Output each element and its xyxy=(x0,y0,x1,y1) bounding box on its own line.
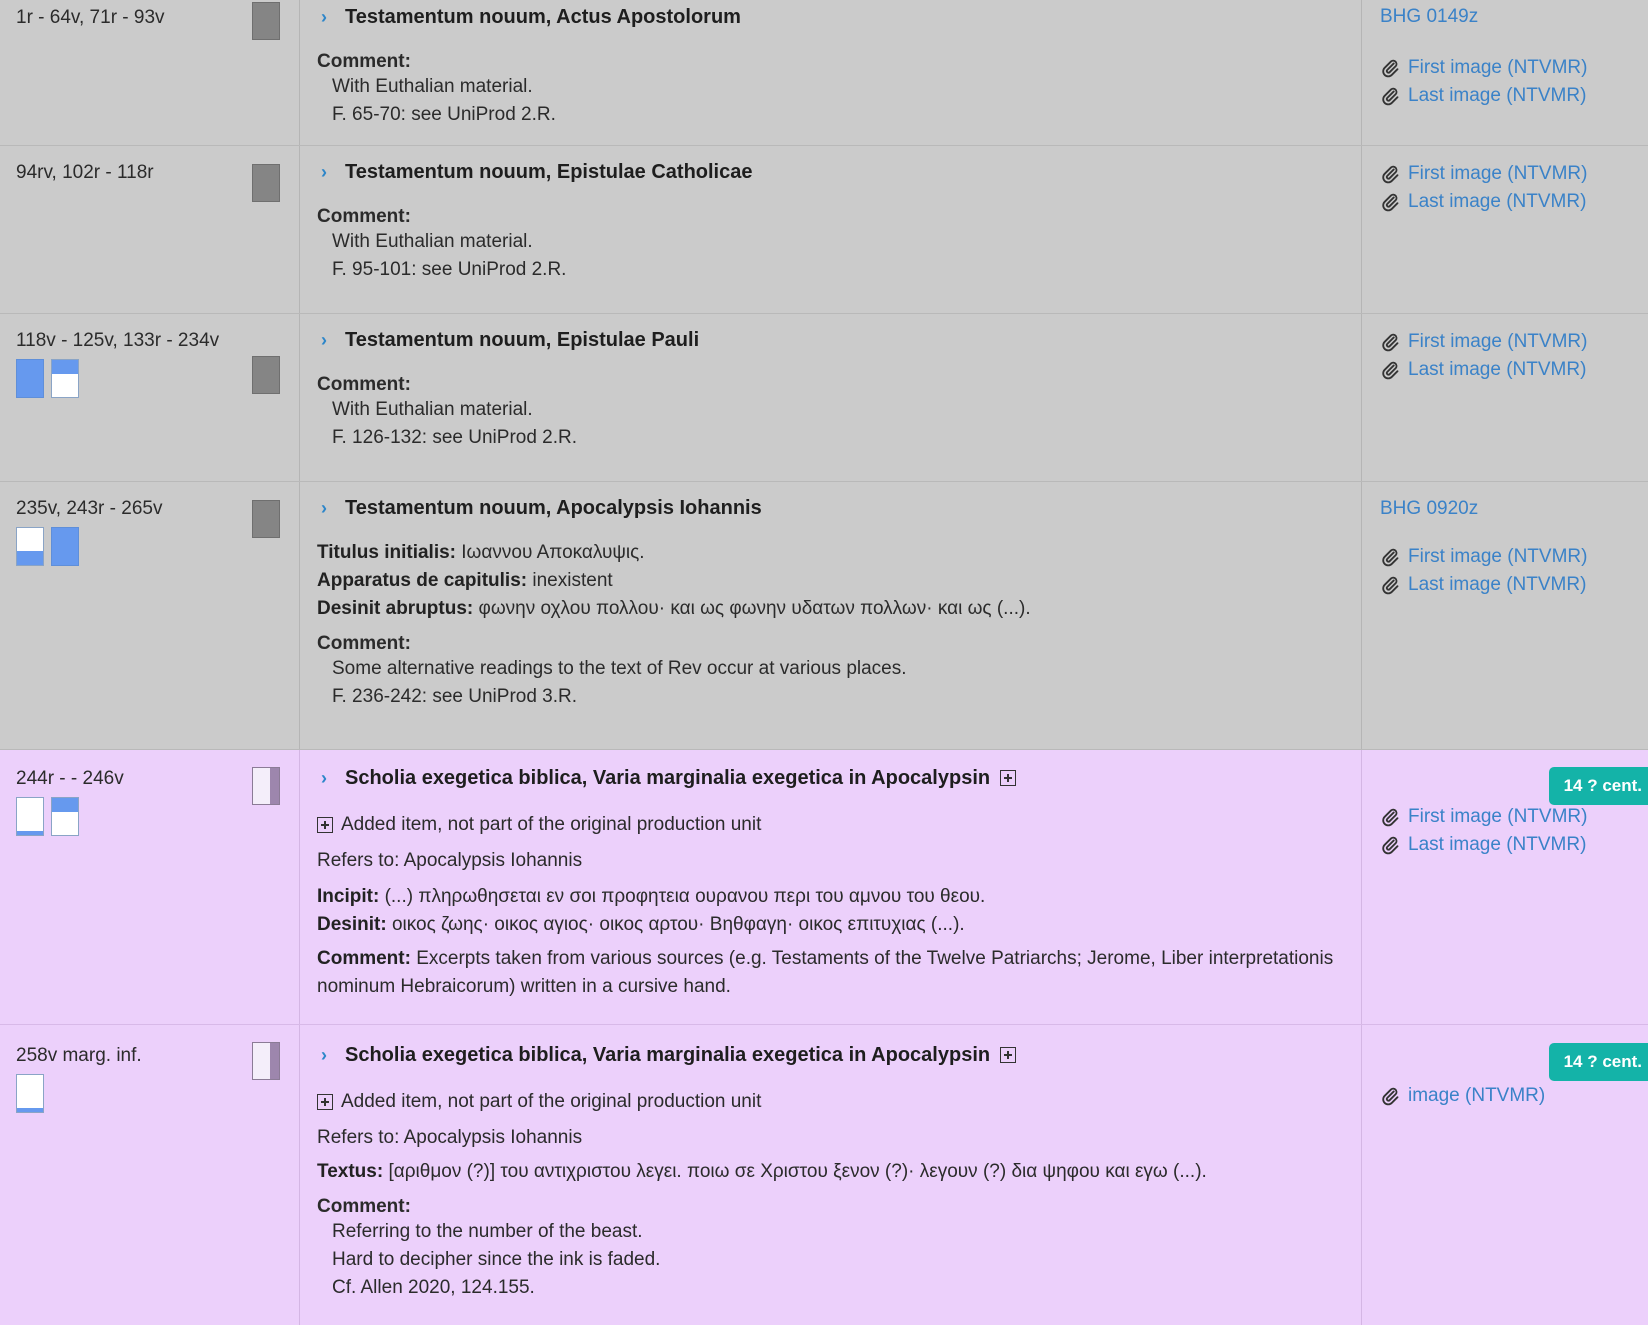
leaf-line-icon xyxy=(16,1074,44,1113)
locus-text: 94rv, 102r - 118r xyxy=(16,162,154,183)
locus-cell xyxy=(0,750,300,1024)
leaf-top-icon xyxy=(51,359,79,398)
desinit-field xyxy=(317,911,1345,939)
paperclip-icon xyxy=(1380,360,1400,380)
desinit-label: Desinit: xyxy=(317,914,387,935)
plus-square-icon xyxy=(317,1094,333,1110)
link-label: Last image (NTVMR) xyxy=(1408,191,1587,212)
comment-line: Referring to the number of the beast. xyxy=(332,1221,643,1242)
first-image-link[interactable] xyxy=(1380,543,1648,571)
item-row xyxy=(0,0,1648,146)
link-label: Last image (NTVMR) xyxy=(1408,359,1587,380)
first-image-link[interactable] xyxy=(1380,160,1648,188)
content-cell xyxy=(300,482,1362,749)
apparatus-field xyxy=(317,567,1345,595)
production-unit-icon xyxy=(252,356,280,394)
desinit-value: οικος ζωης· οικος αγιος· οικος αρτου· Βηθφαγη· οικος επιτυχιας (...). xyxy=(391,914,965,935)
item-row xyxy=(0,482,1648,750)
plus-square-icon xyxy=(1000,770,1016,786)
paperclip-icon xyxy=(1380,332,1400,352)
locus-text: 258v marg. inf. xyxy=(16,1045,142,1066)
bhg-link[interactable]: BHG 0149z xyxy=(1380,6,1479,27)
paperclip-icon xyxy=(1380,807,1400,827)
paperclip-icon xyxy=(1380,575,1400,595)
titulus-value: Ιωαννου Αποκαλυψις. xyxy=(461,542,645,563)
titulus-label: Titulus initialis: xyxy=(317,542,456,563)
chevron-right-icon[interactable]: › xyxy=(321,161,327,182)
locus-text: 244r - - 246v xyxy=(16,768,124,789)
comment-line: With Euthalian material. xyxy=(332,76,533,97)
desinit-label: Desinit abruptus: xyxy=(317,598,474,619)
leaf-full-icon xyxy=(51,527,79,566)
paperclip-icon xyxy=(1380,1086,1400,1106)
comment-label: Comment: xyxy=(317,633,411,654)
paperclip-icon xyxy=(1380,86,1400,106)
date-badge: 14 ? cent. xyxy=(1549,767,1648,805)
link-label: Last image (NTVMR) xyxy=(1408,574,1587,595)
link-label: Last image (NTVMR) xyxy=(1408,85,1587,106)
locus-cell xyxy=(0,0,300,145)
plus-square-icon xyxy=(317,817,333,833)
incipit-label: Incipit: xyxy=(317,886,380,907)
desinit-field xyxy=(317,595,1345,623)
item-title[interactable]: Testamentum nouum, Epistulae Catholicae xyxy=(345,160,753,183)
item-title[interactable]: Testamentum nouum, Actus Apostolorum xyxy=(345,5,741,28)
content-cell xyxy=(300,146,1362,313)
production-unit-icon xyxy=(252,500,280,538)
locus-cell xyxy=(0,146,300,313)
side-cell xyxy=(1362,482,1648,749)
comment-label: Comment: xyxy=(317,51,411,72)
paperclip-icon xyxy=(1380,192,1400,212)
incipit-field xyxy=(317,883,1345,911)
content-cell xyxy=(300,750,1362,1024)
date-badge: 14 ? cent. xyxy=(1549,1043,1648,1081)
comment-label: Comment: xyxy=(317,1196,411,1217)
link-label: First image (NTVMR) xyxy=(1408,331,1588,352)
titulus-field xyxy=(317,539,1345,567)
last-image-link[interactable] xyxy=(1380,82,1648,110)
side-cell xyxy=(1362,314,1648,481)
last-image-link[interactable] xyxy=(1380,831,1648,859)
paperclip-icon xyxy=(1380,58,1400,78)
leaf-full-icon xyxy=(16,359,44,398)
production-unit-icon xyxy=(252,767,280,805)
production-unit-icon xyxy=(252,164,280,202)
leaf-line-icon xyxy=(16,797,44,836)
item-row-added xyxy=(0,1025,1648,1325)
locus-cell xyxy=(0,482,300,749)
comment-label: Comment: xyxy=(317,374,411,395)
link-label: image (NTVMR) xyxy=(1408,1085,1546,1106)
locus-text: 1r - 64v, 71r - 93v xyxy=(16,7,165,28)
content-cell xyxy=(300,0,1362,145)
comment-line: Some alternative readings to the text of Rev occur at various places. xyxy=(332,658,907,679)
locus-cell xyxy=(0,314,300,481)
comment-line: F. 236-242: see UniProd 3.R. xyxy=(332,686,578,707)
leaf-bottom-icon xyxy=(16,527,44,566)
comment-line: Cf. Allen 2020, 124.155. xyxy=(332,1277,535,1298)
first-image-link[interactable] xyxy=(1380,54,1648,82)
plus-square-icon xyxy=(1000,1047,1016,1063)
link-label: First image (NTVMR) xyxy=(1408,163,1588,184)
content-cell xyxy=(300,314,1362,481)
comment-line: F. 126-132: see UniProd 2.R. xyxy=(332,427,578,448)
desinit-value: φωνην οχλου πολλου· και ως φωνην υδατων πολλων· και ως (...). xyxy=(478,598,1031,619)
comment-label: Comment: xyxy=(317,948,411,969)
comment-label: Comment: xyxy=(317,206,411,227)
added-note-text: Added item, not part of the original production unit xyxy=(341,1091,762,1112)
added-note xyxy=(317,811,1345,839)
textus-field xyxy=(317,1158,1345,1186)
locus-cell xyxy=(0,1025,300,1325)
side-cell xyxy=(1362,1025,1648,1325)
refers-to: Refers to: Apocalypsis Iohannis xyxy=(317,850,583,871)
chevron-right-icon[interactable]: › xyxy=(321,497,327,518)
item-row xyxy=(0,314,1648,482)
first-image-link[interactable] xyxy=(1380,328,1648,356)
production-unit-icon xyxy=(252,1042,280,1080)
last-image-link[interactable] xyxy=(1380,571,1648,599)
locus-text: 118v - 125v, 133r - 234v xyxy=(16,330,220,351)
link-label: First image (NTVMR) xyxy=(1408,57,1588,78)
locus-text: 235v, 243r - 265v xyxy=(16,498,163,519)
production-unit-icon xyxy=(252,2,280,40)
comment-text: Excerpts taken from various sources (e.g. Testaments of the Twelve Patriarchs; Jerome, Liber interpretationis nominum Hebraicorum) written in a cursive hand. xyxy=(317,948,1334,997)
added-note-text: Added item, not part of the original production unit xyxy=(341,814,762,835)
last-image-link[interactable] xyxy=(1380,356,1648,384)
last-image-link[interactable] xyxy=(1380,188,1648,216)
refers-to: Refers to: Apocalypsis Iohannis xyxy=(317,1127,583,1148)
textus-label: Textus: xyxy=(317,1161,384,1182)
image-link[interactable] xyxy=(1380,1082,1648,1110)
side-cell xyxy=(1362,146,1648,313)
comment-line: F. 95-101: see UniProd 2.R. xyxy=(332,259,567,280)
comment-line: F. 65-70: see UniProd 2.R. xyxy=(332,104,556,125)
chevron-right-icon[interactable]: › xyxy=(321,1044,327,1065)
link-label: Last image (NTVMR) xyxy=(1408,834,1587,855)
item-title[interactable]: Testamentum nouum, Apocalypsis Iohannis xyxy=(345,496,762,519)
chevron-right-icon[interactable]: › xyxy=(321,6,327,27)
bhg-link[interactable]: BHG 0920z xyxy=(1380,498,1479,519)
paperclip-icon xyxy=(1380,835,1400,855)
comment-line: With Euthalian material. xyxy=(332,231,533,252)
item-title[interactable]: Scholia exegetica biblica, Varia marginalia exegetica in Apocalypsin xyxy=(345,1043,991,1066)
item-title[interactable]: Testamentum nouum, Epistulae Pauli xyxy=(345,328,700,351)
item-row-added xyxy=(0,750,1648,1025)
item-title[interactable]: Scholia exegetica biblica, Varia marginalia exegetica in Apocalypsin xyxy=(345,766,991,789)
incipit-value: (...) πληρωθησεται εν σοι προφητεια ουρανου περι του αμνου του θεου. xyxy=(384,886,986,907)
apparatus-label: Apparatus de capitulis: xyxy=(317,570,528,591)
link-label: First image (NTVMR) xyxy=(1408,546,1588,567)
apparatus-value: inexistent xyxy=(532,570,613,591)
content-cell xyxy=(300,1025,1362,1325)
comment-field xyxy=(317,945,1345,1001)
chevron-right-icon[interactable]: › xyxy=(321,767,327,788)
added-note xyxy=(317,1088,1345,1116)
paperclip-icon xyxy=(1380,164,1400,184)
comment-line: With Euthalian material. xyxy=(332,399,533,420)
side-cell xyxy=(1362,750,1648,1024)
comment-line: Hard to decipher since the ink is faded. xyxy=(332,1249,661,1270)
leaf-top-icon xyxy=(51,797,79,836)
paperclip-icon xyxy=(1380,547,1400,567)
textus-value: [αριθμον (?)] του αντιχριστου λεγει. ποιω σε Χριστου ξενον (?)· λεγουν (?) δια ψηφου και εγω (...). xyxy=(388,1161,1207,1182)
link-label: First image (NTVMR) xyxy=(1408,806,1588,827)
side-cell xyxy=(1362,0,1648,145)
item-row xyxy=(0,146,1648,314)
chevron-right-icon[interactable]: › xyxy=(321,329,327,350)
first-image-link[interactable] xyxy=(1380,803,1648,831)
